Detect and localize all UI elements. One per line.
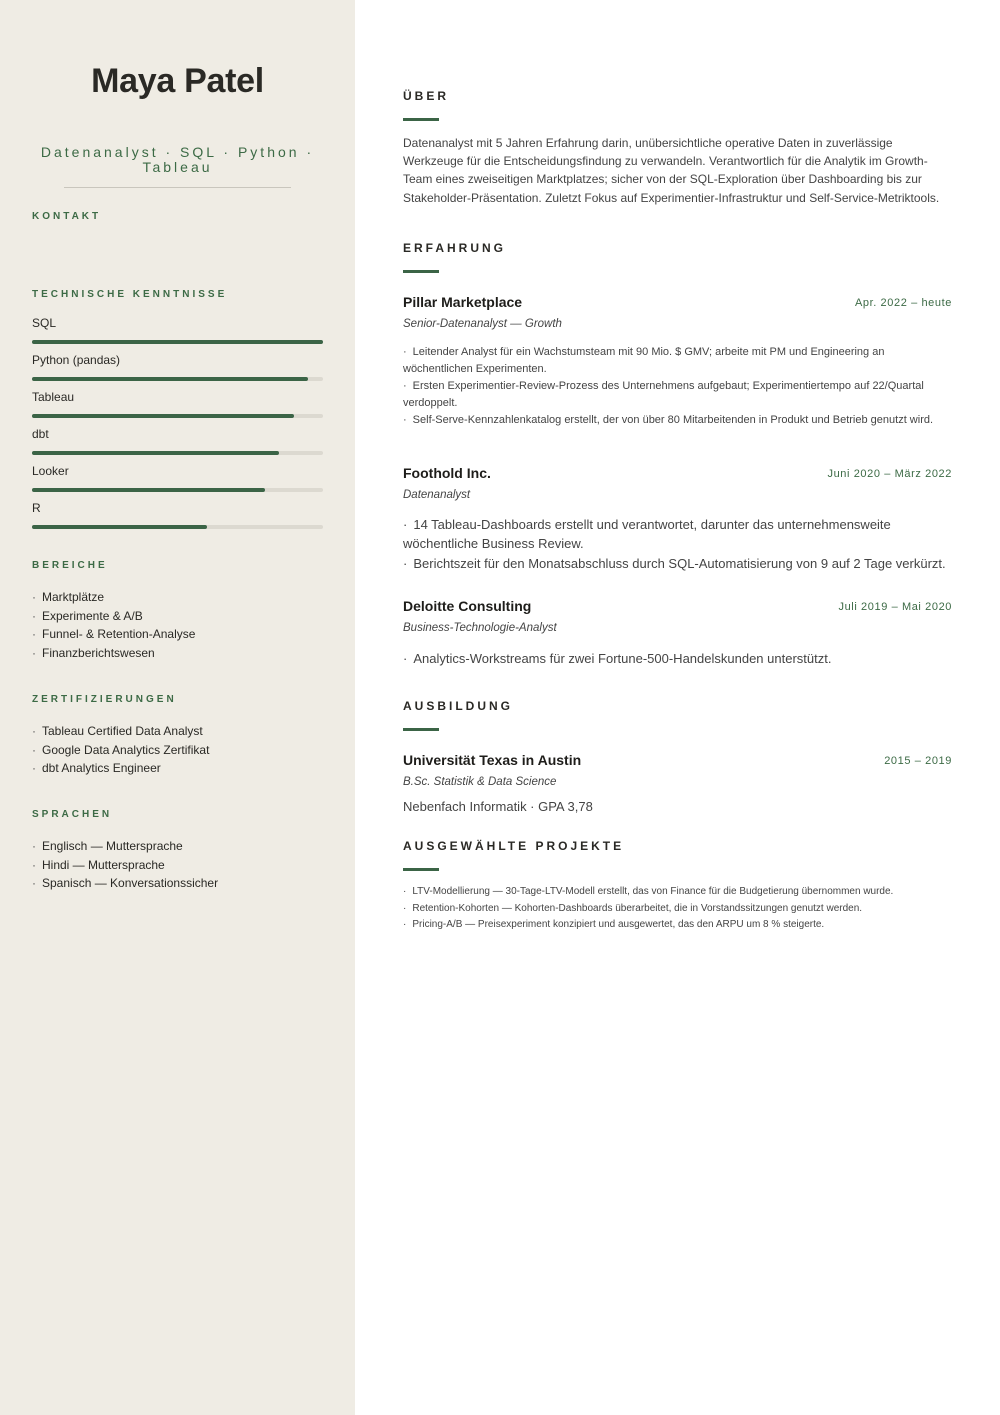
list-item: · Experimente & A/B bbox=[32, 607, 332, 626]
skill-name: dbt bbox=[32, 427, 49, 441]
skill-name: Looker bbox=[32, 464, 69, 478]
job-bullets bbox=[403, 344, 955, 429]
project-item: · Retention-Kohorten — Kohorten-Dashboards überarbeitet, die in Vorstandssitzungen genutzt werden. bbox=[403, 902, 863, 914]
job-role: Datenanalyst bbox=[403, 489, 471, 501]
experience-heading: ERFAHRUNG bbox=[403, 241, 507, 255]
list-item: · Tableau Certified Data Analyst bbox=[32, 722, 332, 741]
job-role: Business-Technologie-Analyst bbox=[403, 622, 557, 634]
projects-rule bbox=[403, 868, 439, 871]
education-date: 2015 – 2019 bbox=[884, 755, 952, 767]
certs-heading: ZERTIFIZIERUNGEN bbox=[32, 694, 177, 705]
project-item: · LTV-Modellierung — 30-Tage-LTV-Modell erstellt, das von Finance für die Budgetierung übernommen wurde. bbox=[403, 886, 894, 897]
skill-bar-track bbox=[32, 414, 323, 418]
skill-bar-track bbox=[32, 488, 323, 492]
about-heading: ÜBER bbox=[403, 89, 450, 103]
languages-list bbox=[32, 837, 332, 893]
skill-bar-fill bbox=[32, 414, 294, 418]
projects-list bbox=[403, 884, 955, 934]
name-divider bbox=[64, 187, 291, 188]
education-heading: AUSBILDUNG bbox=[403, 699, 513, 713]
list-item: · Google Data Analytics Zertifikat bbox=[32, 741, 332, 760]
list-item: · Finanzberichtswesen bbox=[32, 644, 332, 663]
skill-item bbox=[32, 353, 323, 390]
skill-item bbox=[32, 316, 323, 353]
skill-name: Python (pandas) bbox=[32, 353, 121, 367]
education-note: Nebenfach Informatik · GPA 3,78 bbox=[403, 799, 593, 814]
skill-bar-track bbox=[32, 377, 323, 381]
bullet-item: · Berichtszeit für den Monatsabschluss durch SQL-Automatisierung von 9 auf 2 Tage verkürzt. bbox=[403, 555, 946, 571]
bullet-item: · 14 Tableau-Dashboards erstellt und verantwortet, darunter das unternehmensweite wöchentliche Business Review. bbox=[403, 517, 891, 552]
main-content bbox=[355, 0, 1000, 1415]
list-item: · Funnel- & Retention-Analyse bbox=[32, 625, 332, 644]
areas-heading: BEREICHE bbox=[32, 560, 108, 571]
job-company: Foothold Inc. bbox=[403, 465, 491, 481]
job-company: Pillar Marketplace bbox=[403, 294, 523, 310]
about-rule bbox=[403, 118, 439, 121]
job-bullets bbox=[403, 649, 955, 668]
skill-item bbox=[32, 464, 323, 501]
skill-item bbox=[32, 427, 323, 464]
education-degree: B.Sc. Statistik & Data Science bbox=[403, 776, 557, 788]
languages-heading: SPRACHEN bbox=[32, 809, 113, 820]
job-date: Juli 2019 – Mai 2020 bbox=[838, 601, 952, 613]
bullet-item: · Ersten Experimentier-Review-Prozess des Unternehmens aufgebaut; Experimentiertempo auf 22/Quartal verdoppelt. bbox=[403, 380, 924, 409]
list-item: · Hindi — Muttersprache bbox=[32, 856, 332, 875]
skill-bar-track bbox=[32, 451, 323, 455]
job-company: Deloitte Consulting bbox=[403, 598, 532, 614]
list-item: · Englisch — Muttersprache bbox=[32, 837, 332, 856]
job-role: Senior-Datenanalyst — Growth bbox=[403, 318, 562, 330]
list-item: · dbt Analytics Engineer bbox=[32, 759, 332, 778]
job-bullets bbox=[403, 515, 955, 573]
education-school: Universität Texas in Austin bbox=[403, 752, 582, 768]
skills-list bbox=[32, 316, 323, 538]
headline: Datenanalyst · SQL · Python · Tableau bbox=[40, 144, 315, 175]
sidebar bbox=[0, 0, 355, 1415]
experience-rule bbox=[403, 270, 439, 273]
skill-bar-fill bbox=[32, 340, 323, 344]
certs-list bbox=[32, 722, 332, 778]
job-date: Juni 2020 – März 2022 bbox=[827, 468, 952, 480]
job-date: Apr. 2022 – heute bbox=[854, 297, 952, 309]
list-item: · Spanisch — Konversationssicher bbox=[32, 874, 332, 893]
list-item: · Marktplätze bbox=[32, 588, 332, 607]
projects-heading: AUSGEWÄHLTE PROJEKTE bbox=[403, 839, 625, 853]
bullet-item: · Leitender Analyst für ein Wachstumsteam mit 90 Mio. $ GMV; arbeite mit PM und Engineering an wöchentlichen Experimenten. bbox=[403, 346, 885, 375]
skill-bar-track bbox=[32, 340, 323, 344]
skill-bar-fill bbox=[32, 525, 207, 529]
skill-bar-fill bbox=[32, 377, 308, 381]
contact-heading: KONTAKT bbox=[32, 211, 102, 222]
skill-bar-track bbox=[32, 525, 323, 529]
skills-heading: TECHNISCHE KENNTNISSE bbox=[32, 289, 228, 300]
bullet-item: · Self-Serve-Kennzahlenkatalog erstellt, der von über 80 Mitarbeitenden in Produkt und Betrieb genutzt wird. bbox=[403, 414, 934, 426]
skill-item bbox=[32, 390, 323, 427]
skill-name: SQL bbox=[32, 316, 57, 330]
skill-item bbox=[32, 501, 323, 538]
education-rule bbox=[403, 728, 439, 731]
candidate-name: Maya Patel bbox=[91, 62, 264, 100]
skill-name: Tableau bbox=[32, 390, 75, 404]
skill-name: R bbox=[32, 501, 41, 515]
project-item: · Pricing-A/B — Preisexperiment konzipiert und ausgewertet, das den ARPU um 8 % steigerte. bbox=[403, 919, 825, 931]
skill-bar-fill bbox=[32, 451, 279, 455]
bullet-item: · Analytics-Workstreams für zwei Fortune-500-Handelskunden unterstützt. bbox=[403, 651, 832, 666]
skill-bar-fill bbox=[32, 488, 265, 492]
areas-list bbox=[32, 588, 332, 662]
about-text: Datenanalyst mit 5 Jahren Erfahrung darin, unübersichtliche operative Daten in zuverlässige Werkzeuge für die Entscheidungsfindung zu verwandeln. Verantwortlich für die Analytik im Growth-Team eines zweiseitigen Marktplatzes; sicher von der SQL-Exploration über Dashboarding bis zur Stakeholder-Präsentation. Zuletzt Fokus auf Experimentier-Infrastruktur und Self-Service-Metriktools. bbox=[403, 136, 940, 205]
